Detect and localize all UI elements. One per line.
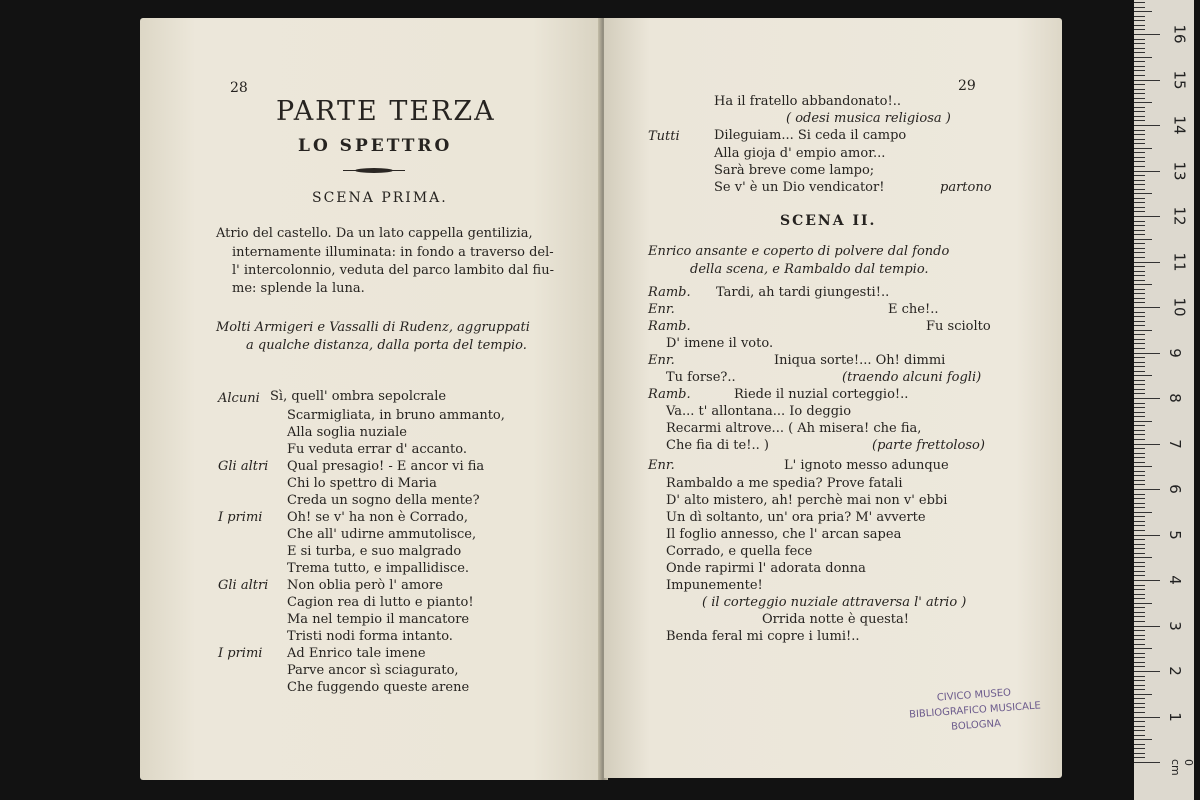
- ruler-tick: [1134, 539, 1145, 540]
- ruler-tick: [1134, 234, 1145, 235]
- ruler-tick: [1134, 712, 1145, 713]
- ruler-tick: [1134, 512, 1152, 513]
- ruler-tick: [1134, 75, 1145, 76]
- ruler-tick: [1134, 521, 1145, 522]
- ruler-tick: [1134, 139, 1145, 140]
- ruler-tick: [1134, 489, 1160, 490]
- setting-line: Atrio del castello. Da un lato cappella gentilizia,: [216, 226, 533, 241]
- ruler-tick: [1134, 293, 1145, 294]
- ruler-tick: [1134, 698, 1145, 699]
- speaker-label: Enr.: [648, 458, 675, 473]
- ruler-tick: [1134, 189, 1145, 190]
- stamp-line: CIVICO MUSEO: [936, 687, 1012, 704]
- ruler-tick: [1134, 744, 1145, 745]
- dialogue-line: Fu sciolto: [926, 319, 991, 334]
- ruler-tick: [1134, 735, 1145, 736]
- ruler-tick: [1134, 462, 1145, 463]
- ruler-tick: [1134, 694, 1152, 695]
- scene-heading-left: SCENA PRIMA.: [312, 190, 448, 206]
- ruler-tick: [1134, 248, 1145, 249]
- ruler-tick: [1134, 2, 1145, 3]
- ruler-tick: [1134, 70, 1145, 71]
- ruler-tick: [1134, 193, 1152, 194]
- ruler-number: 12: [1170, 206, 1189, 226]
- ruler-tick: [1134, 266, 1145, 267]
- ruler-tick: [1134, 644, 1145, 645]
- dialogue-line: L' ignoto messo adunque: [784, 458, 949, 473]
- verse-line: E si turba, e suo malgrado: [287, 544, 462, 559]
- ruler-tick: [1134, 425, 1145, 426]
- ruler-tick: [1134, 562, 1145, 563]
- ruler-tick: [1134, 257, 1145, 258]
- verse-line: Che fuggendo queste arene: [287, 680, 470, 695]
- verse-line: Cagion rea di lutto e pianto!: [287, 595, 474, 610]
- setting-line: me: splende la luna.: [232, 281, 365, 296]
- ruler-tick: [1134, 639, 1145, 640]
- ruler-tick: [1134, 384, 1145, 385]
- ruler-tick: [1134, 180, 1145, 181]
- ruler-tick: [1134, 507, 1145, 508]
- ruler-tick: [1134, 7, 1145, 8]
- ruler-tick: [1134, 676, 1145, 677]
- ruler-tick: [1134, 626, 1160, 627]
- dialogue-line: Riede il nuzial corteggio!..: [734, 387, 909, 402]
- ruler-tick: [1134, 375, 1152, 376]
- ruler-tick: [1134, 80, 1160, 81]
- ruler-tick: [1134, 439, 1145, 440]
- part-title: PARTE TERZA: [276, 96, 496, 127]
- ruler-tick: [1134, 621, 1145, 622]
- ruler-tick: [1134, 102, 1152, 103]
- ruler-tick: [1134, 589, 1145, 590]
- verse-line: Alla gioja d' empio amor...: [714, 146, 886, 161]
- verse-line: Ha il fratello abbandonato!..: [714, 94, 901, 109]
- ruler-tick: [1134, 280, 1145, 281]
- ruler-tick: [1134, 453, 1145, 454]
- verse-line: Non oblia però l' amore: [287, 578, 443, 593]
- ruler-tick: [1134, 393, 1145, 394]
- ruler-tick: [1134, 685, 1145, 686]
- ruler-tick: [1134, 321, 1145, 322]
- setting-line: internamente illuminata: in fondo a traverso del-: [232, 245, 554, 260]
- ruler-tick: [1134, 544, 1145, 545]
- ruler-tick: [1134, 371, 1145, 372]
- ruler-tick: [1134, 434, 1145, 435]
- dialogue-line: Orrida notte è questa!: [762, 612, 910, 627]
- verse-line: Scarmigliata, in bruno ammanto,: [287, 408, 505, 423]
- ruler-tick: [1134, 330, 1152, 331]
- ruler-tick: [1134, 57, 1152, 58]
- stage-direction-line: Molti Armigeri e Vassalli di Rudenz, aggruppati: [216, 320, 530, 335]
- left-page-number: 28: [230, 80, 248, 96]
- ruler-tick: [1134, 616, 1145, 617]
- ruler-tick: [1134, 448, 1145, 449]
- speaker-label: I primi: [218, 646, 263, 661]
- ornament-divider: [343, 168, 405, 173]
- dialogue-line: E che!..: [888, 302, 939, 317]
- ruler-tick: [1134, 717, 1160, 718]
- dialogue-line: Impunemente!: [666, 578, 763, 593]
- verse-line: Che all' udirne ammutolisce,: [287, 527, 477, 542]
- ruler-tick: [1134, 48, 1145, 49]
- ruler-number: 5: [1165, 529, 1184, 540]
- ruler-tick: [1134, 530, 1145, 531]
- stage-direction-line: Enrico ansante e coperto di polvere dal fondo: [648, 244, 950, 259]
- ruler-tick: [1134, 25, 1145, 26]
- ruler-tick: [1134, 657, 1145, 658]
- ruler-tick: [1134, 612, 1145, 613]
- setting-line: l' intercolonnio, veduta del parco lambito dal fiu-: [232, 263, 554, 278]
- ruler-tick: [1134, 535, 1160, 536]
- ruler-tick: [1134, 307, 1160, 308]
- ruler-tick: [1134, 416, 1145, 417]
- ruler-number: 1: [1165, 711, 1184, 722]
- ruler-tick: [1134, 198, 1145, 199]
- ruler-tick: [1134, 598, 1145, 599]
- dialogue-line: Iniqua sorte!... Oh! dimmi: [774, 353, 946, 368]
- ruler-tick: [1134, 325, 1145, 326]
- ruler-tick: [1134, 398, 1160, 399]
- ruler-tick: [1134, 221, 1145, 222]
- speaker-label: Tutti: [648, 129, 680, 144]
- ruler-tick: [1134, 680, 1145, 681]
- ruler-tick: [1134, 175, 1145, 176]
- ruler-tick: [1134, 271, 1145, 272]
- ruler-tick: [1134, 66, 1145, 67]
- ruler-number: 7: [1165, 438, 1184, 449]
- stage-direction-inline: partono: [940, 180, 992, 195]
- verse-line: Ma nel tempio il mancatore: [287, 612, 470, 627]
- ruler-tick: [1134, 671, 1160, 672]
- ruler-tick: [1134, 111, 1145, 112]
- ruler-tick: [1134, 20, 1145, 21]
- ruler-tick: [1134, 662, 1145, 663]
- ruler-tick: [1134, 430, 1145, 431]
- stage-direction-inline: ( il corteggio nuziale attraversa l' atrio ): [702, 595, 967, 610]
- ruler-tick: [1134, 557, 1152, 558]
- ruler-tick: [1134, 707, 1145, 708]
- dialogue-line: Il foglio annesso, che l' arcan sapea: [666, 527, 902, 542]
- verse-line: Tristi nodi forma intanto.: [287, 629, 453, 644]
- ruler-tick: [1134, 157, 1145, 158]
- ruler-tick: [1134, 316, 1145, 317]
- ruler-tick: [1134, 252, 1145, 253]
- ruler-tick: [1134, 571, 1145, 572]
- ruler-number: 3: [1165, 620, 1184, 631]
- ruler-number: 10: [1170, 297, 1189, 317]
- ruler-tick: [1134, 93, 1145, 94]
- ruler-number: 14: [1170, 115, 1189, 135]
- ruler-tick: [1134, 334, 1145, 335]
- dialogue-line: Che fia di te!.. ): [666, 438, 769, 453]
- speaker-label: I primi: [218, 510, 263, 525]
- ruler-tick: [1134, 39, 1145, 40]
- ruler-unit-label: 0 cm: [1169, 759, 1195, 776]
- right-page-number: 29: [958, 78, 976, 94]
- ruler-tick: [1134, 339, 1145, 340]
- ruler-tick: [1134, 494, 1145, 495]
- ruler-tick: [1134, 726, 1145, 727]
- ruler-tick: [1134, 366, 1145, 367]
- ruler-tick: [1134, 171, 1160, 172]
- ruler-number: 11: [1170, 251, 1189, 272]
- ruler-tick: [1134, 148, 1152, 149]
- ruler-tick: [1134, 630, 1145, 631]
- speaker-label: Ramb.: [648, 387, 691, 402]
- ruler-tick: [1134, 603, 1152, 604]
- ruler-tick: [1134, 362, 1145, 363]
- ruler-tick: [1134, 466, 1152, 467]
- ruler-tick: [1134, 635, 1145, 636]
- ruler-number: 9: [1165, 347, 1184, 358]
- ruler-number: 16: [1170, 24, 1189, 44]
- ruler-number: 2: [1165, 666, 1184, 676]
- speaker-label: Ramb.: [648, 319, 691, 334]
- ruler-tick: [1134, 84, 1145, 85]
- ruler-tick: [1134, 357, 1145, 358]
- speaker-label: Alcuni: [218, 391, 260, 406]
- ruler-tick: [1134, 471, 1145, 472]
- ruler-tick: [1134, 16, 1145, 17]
- verse-line: Ad Enrico tale imene: [287, 646, 426, 661]
- dialogue-line: Tardi, ah tardi giungesti!..: [716, 285, 890, 300]
- stage-direction-inline: ( odesi musica religiosa ): [786, 111, 951, 126]
- verse-line: Se v' è un Dio vendicator!: [714, 180, 885, 195]
- ruler-tick: [1134, 29, 1145, 30]
- ruler-tick: [1134, 516, 1145, 517]
- ruler-tick: [1134, 207, 1145, 208]
- stage-direction-inline: (traendo alcuni fogli): [842, 370, 982, 385]
- ruler-tick: [1134, 503, 1145, 504]
- ruler-tick: [1134, 120, 1145, 121]
- speaker-label: Gli altri: [218, 578, 269, 593]
- ruler-tick: [1134, 580, 1160, 581]
- ruler-tick: [1134, 11, 1152, 12]
- ruler-tick: [1134, 152, 1145, 153]
- ruler-tick: [1134, 525, 1145, 526]
- ruler-tick: [1134, 421, 1152, 422]
- speaker-label: Ramb.: [648, 285, 691, 300]
- stage-direction-inline: (parte frettoloso): [872, 438, 985, 453]
- ruler-tick: [1134, 484, 1145, 485]
- ruler-tick: [1134, 275, 1145, 276]
- ruler-tick: [1134, 239, 1152, 240]
- verse-line: Sì, quell' ombra sepolcrale: [270, 389, 447, 404]
- ruler-tick: [1134, 166, 1145, 167]
- ruler-tick: [1134, 703, 1145, 704]
- ruler-tick: [1134, 302, 1145, 303]
- ruler-tick: [1134, 312, 1145, 313]
- ruler-tick: [1134, 753, 1145, 754]
- verse-line: Trema tutto, e impallidisce.: [287, 561, 470, 576]
- ruler-tick: [1134, 116, 1145, 117]
- ruler-tick: [1134, 566, 1145, 567]
- dialogue-line: Un dì soltanto, un' ora pria? M' avverte: [666, 510, 926, 525]
- ruler-tick: [1134, 748, 1145, 749]
- ruler-tick: [1134, 407, 1145, 408]
- dialogue-line: Recarmi altrove... ( Ah misera! che fia,: [666, 421, 922, 436]
- ruler-tick: [1134, 98, 1145, 99]
- verse-line: Parve ancor sì sciagurato,: [287, 663, 459, 678]
- ruler-number: 4: [1165, 575, 1184, 585]
- verse-line: Chi lo spettro di Maria: [287, 476, 437, 491]
- ruler-tick: [1134, 348, 1145, 349]
- ruler-tick: [1134, 730, 1145, 731]
- ruler-tick: [1134, 130, 1145, 131]
- ruler-tick: [1134, 353, 1160, 354]
- ruler-tick: [1134, 721, 1145, 722]
- stage-direction-line: della scena, e Rambaldo dal tempio.: [690, 262, 929, 277]
- ruler-tick: [1134, 480, 1145, 481]
- ruler-tick: [1134, 607, 1145, 608]
- dialogue-line: Onde rapirmi l' adorata donna: [666, 561, 866, 576]
- ruler-tick: [1134, 298, 1145, 299]
- ruler-tick: [1134, 548, 1145, 549]
- verse-line: Sarà breve come lampo;: [714, 163, 875, 178]
- ruler-tick: [1134, 648, 1152, 649]
- ruler-tick: [1134, 380, 1145, 381]
- ruler-tick: [1134, 444, 1160, 445]
- ruler-tick: [1134, 666, 1145, 667]
- act-subtitle: LO SPETTRO: [298, 136, 453, 156]
- ruler-tick: [1134, 403, 1145, 404]
- ruler-tick: [1134, 52, 1145, 53]
- verse-line: Oh! se v' ha non è Corrado,: [287, 510, 468, 525]
- ruler-tick: [1134, 225, 1145, 226]
- ruler-tick: [1134, 412, 1145, 413]
- dialogue-line: Tu forse?..: [666, 370, 736, 385]
- ruler-tick: [1134, 216, 1160, 217]
- ruler-tick: [1134, 585, 1145, 586]
- ruler-tick: [1134, 211, 1145, 212]
- ruler-tick: [1134, 289, 1145, 290]
- dialogue-line: D' imene il voto.: [666, 336, 774, 351]
- ruler-tick: [1134, 107, 1145, 108]
- ruler-tick: [1134, 34, 1160, 35]
- speaker-label: Gli altri: [218, 459, 269, 474]
- ruler-tick: [1134, 762, 1160, 763]
- ruler-tick: [1134, 125, 1160, 126]
- ruler-number: 8: [1165, 393, 1184, 403]
- dialogue-line: Rambaldo a me spedia? Prove fatali: [666, 476, 903, 491]
- dialogue-line: Va... t' allontana... Io deggio: [666, 404, 852, 419]
- ruler-tick: [1134, 202, 1145, 203]
- verse-line: Qual presagio! - E ancor vi fia: [287, 459, 485, 474]
- stamp-line: BOLOGNA: [950, 718, 1002, 733]
- speaker-label: Enr.: [648, 353, 675, 368]
- ruler-tick: [1134, 230, 1145, 231]
- ruler-number: 13: [1170, 160, 1189, 181]
- ruler-tick: [1134, 457, 1145, 458]
- verse-line: Dileguiam... Si ceda il campo: [714, 128, 907, 143]
- ruler-number: 6: [1165, 484, 1184, 494]
- ruler-tick: [1134, 389, 1145, 390]
- ruler-tick: [1134, 134, 1145, 135]
- ruler-tick: [1134, 575, 1145, 576]
- verse-line: Fu veduta errar d' accanto.: [287, 442, 468, 457]
- ruler-tick: [1134, 594, 1145, 595]
- ruler-tick: [1134, 653, 1145, 654]
- dialogue-line: Corrado, e quella fece: [666, 544, 813, 559]
- ruler-tick: [1134, 689, 1145, 690]
- dialogue-line: Benda feral mi copre i lumi!..: [666, 629, 860, 644]
- ruler-number: 15: [1170, 69, 1189, 90]
- ruler-tick: [1134, 284, 1152, 285]
- ruler-tick: [1134, 61, 1145, 62]
- ruler-tick: [1134, 243, 1145, 244]
- dialogue-line: D' alto mistero, ah! perchè mai non v' ebbi: [666, 493, 948, 508]
- ruler-tick: [1134, 757, 1145, 758]
- ruler-tick: [1134, 262, 1160, 263]
- ruler-tick: [1134, 343, 1145, 344]
- ruler-tick: [1134, 498, 1145, 499]
- verse-line: Creda un sogno della mente?: [287, 493, 480, 508]
- measurement-ruler: [1134, 0, 1194, 800]
- ruler-tick: [1134, 43, 1145, 44]
- ruler-tick: [1134, 739, 1152, 740]
- stamp-line: BIBLIOGRAFICO MUSICALE: [908, 700, 1042, 721]
- stage-direction-line: a qualche distanza, dalla porta del tempio.: [246, 338, 527, 353]
- ruler-tick: [1134, 89, 1145, 90]
- ruler-tick: [1134, 143, 1145, 144]
- scene-heading-right: SCENA II.: [780, 213, 877, 229]
- ruler-tick: [1134, 184, 1145, 185]
- ruler-tick: [1134, 553, 1145, 554]
- ruler-tick: [1134, 475, 1145, 476]
- ruler-tick: [1134, 161, 1145, 162]
- speaker-label: Enr.: [648, 302, 675, 317]
- verse-line: Alla soglia nuziale: [287, 425, 407, 440]
